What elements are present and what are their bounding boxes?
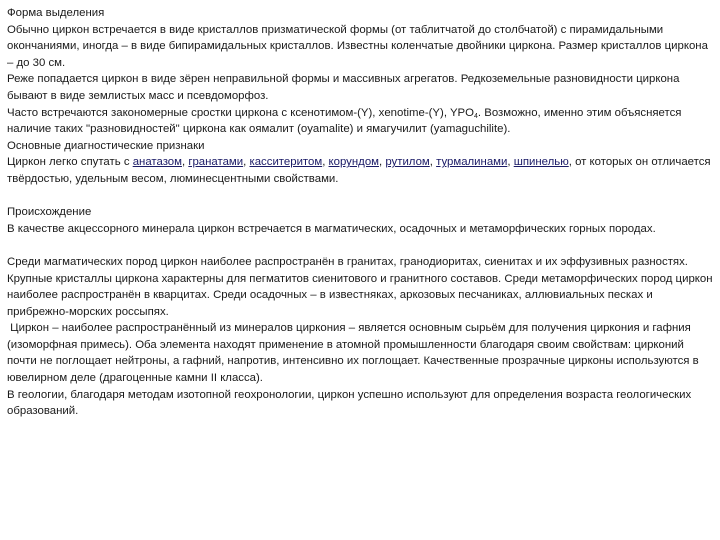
link-spinel[interactable]: шпинелью xyxy=(513,156,569,169)
zirconium-paragraph: Циркон – наиболее распространённый из минералов циркония – является основным сырьём для получения циркония и гафния (изоморфная примесь). Оба элемента находят применение в атомной промышленности благодаря своим свойствам: цирконий почти не поглощает нейтроны, а гафний, напротив, интенсивно их поглощает. Качественные прозрачные цирконы используются в ювелирном деле (драгоценные камни II класса). xyxy=(7,322,702,385)
igneous-paragraph: Среди магматических пород циркон наиболее распространён в гранитах, гранодиоритах, сиенитах и их эффузивных разностях. Крупные кристаллы циркона характерны для пегматитов сиенитового и гранитного составов. Среди метаморфических пород циркон наиболее распространён в кварцитах. Среди осадочных – в известняках, аркозовых песчаниках, аллювиальных песках и прибрежно-морских россыпях. xyxy=(7,255,713,318)
link-anatase[interactable]: анатазом xyxy=(132,156,182,169)
link-separator: , xyxy=(378,156,386,169)
geology-paragraph: В геологии, благодаря методам изотопной геохронологии, циркон успешно используют для определения возраста геологических образований. xyxy=(7,388,692,418)
document-body xyxy=(7,5,715,420)
confusion-paragraph xyxy=(7,154,715,187)
rare-forms-paragraph: Реже попадается циркон в виде зёрен неправильной формы и массивных агрегатов. Редкоземельные разновидности циркона бывают в виде землистых масс и псевдоморфоз. xyxy=(7,73,680,102)
link-rutile[interactable]: рутилом xyxy=(385,156,430,169)
diagnostic-heading: Основные диагностические признаки xyxy=(7,139,205,152)
paragraph-gap xyxy=(7,237,715,254)
intergrowth-text-start: Часто встречаются закономерные сростки циркона с ксенотимом-(Y), xenotime-(Y), YPO xyxy=(7,106,475,119)
link-garnets[interactable]: гранатами xyxy=(188,156,244,169)
intergrowth-text-end: . Возможно, именно этим объясняется наличие таких "разновидностей" циркона как оямалит (oyamalite) и ямагучилит (yamaguchilite). xyxy=(7,106,682,136)
link-separator: , xyxy=(429,156,437,169)
link-separator: , xyxy=(243,156,250,169)
link-corundum[interactable]: корундом xyxy=(328,156,379,169)
formula-subscript: 4 xyxy=(474,112,478,120)
origin-paragraph: В качестве акцессорного минерала циркон встречается в магматических, осадочных и метаморфических горных породах. xyxy=(7,222,656,235)
link-cassiterite[interactable]: касситеритом xyxy=(249,156,323,169)
link-separator: , xyxy=(181,156,189,169)
link-tourmalines[interactable]: турмалинами xyxy=(436,156,508,169)
link-separator: , xyxy=(507,156,514,169)
form-paragraph: Обычно циркон встречается в виде кристаллов призматической формы (от таблитчатой до столбчатой) с пирамидальными окончаниями, иногда – в виде бипирамидальных кристаллов. Известны коленчатые двойники циркона. Размер кристаллов циркона – до 30 см. xyxy=(7,23,708,69)
link-separator: , xyxy=(322,156,329,169)
paragraph-gap xyxy=(7,188,715,205)
confusion-text-end: , от которых он отличается твёрдостью, удельным весом, люминесцентными свойствами. xyxy=(7,156,711,185)
intergrowth-paragraph xyxy=(7,105,715,138)
origin-heading: Происхождение xyxy=(7,206,92,219)
form-heading: Форма выделения xyxy=(7,7,105,19)
confusion-text-start: Циркон легко спутать с xyxy=(7,156,133,169)
